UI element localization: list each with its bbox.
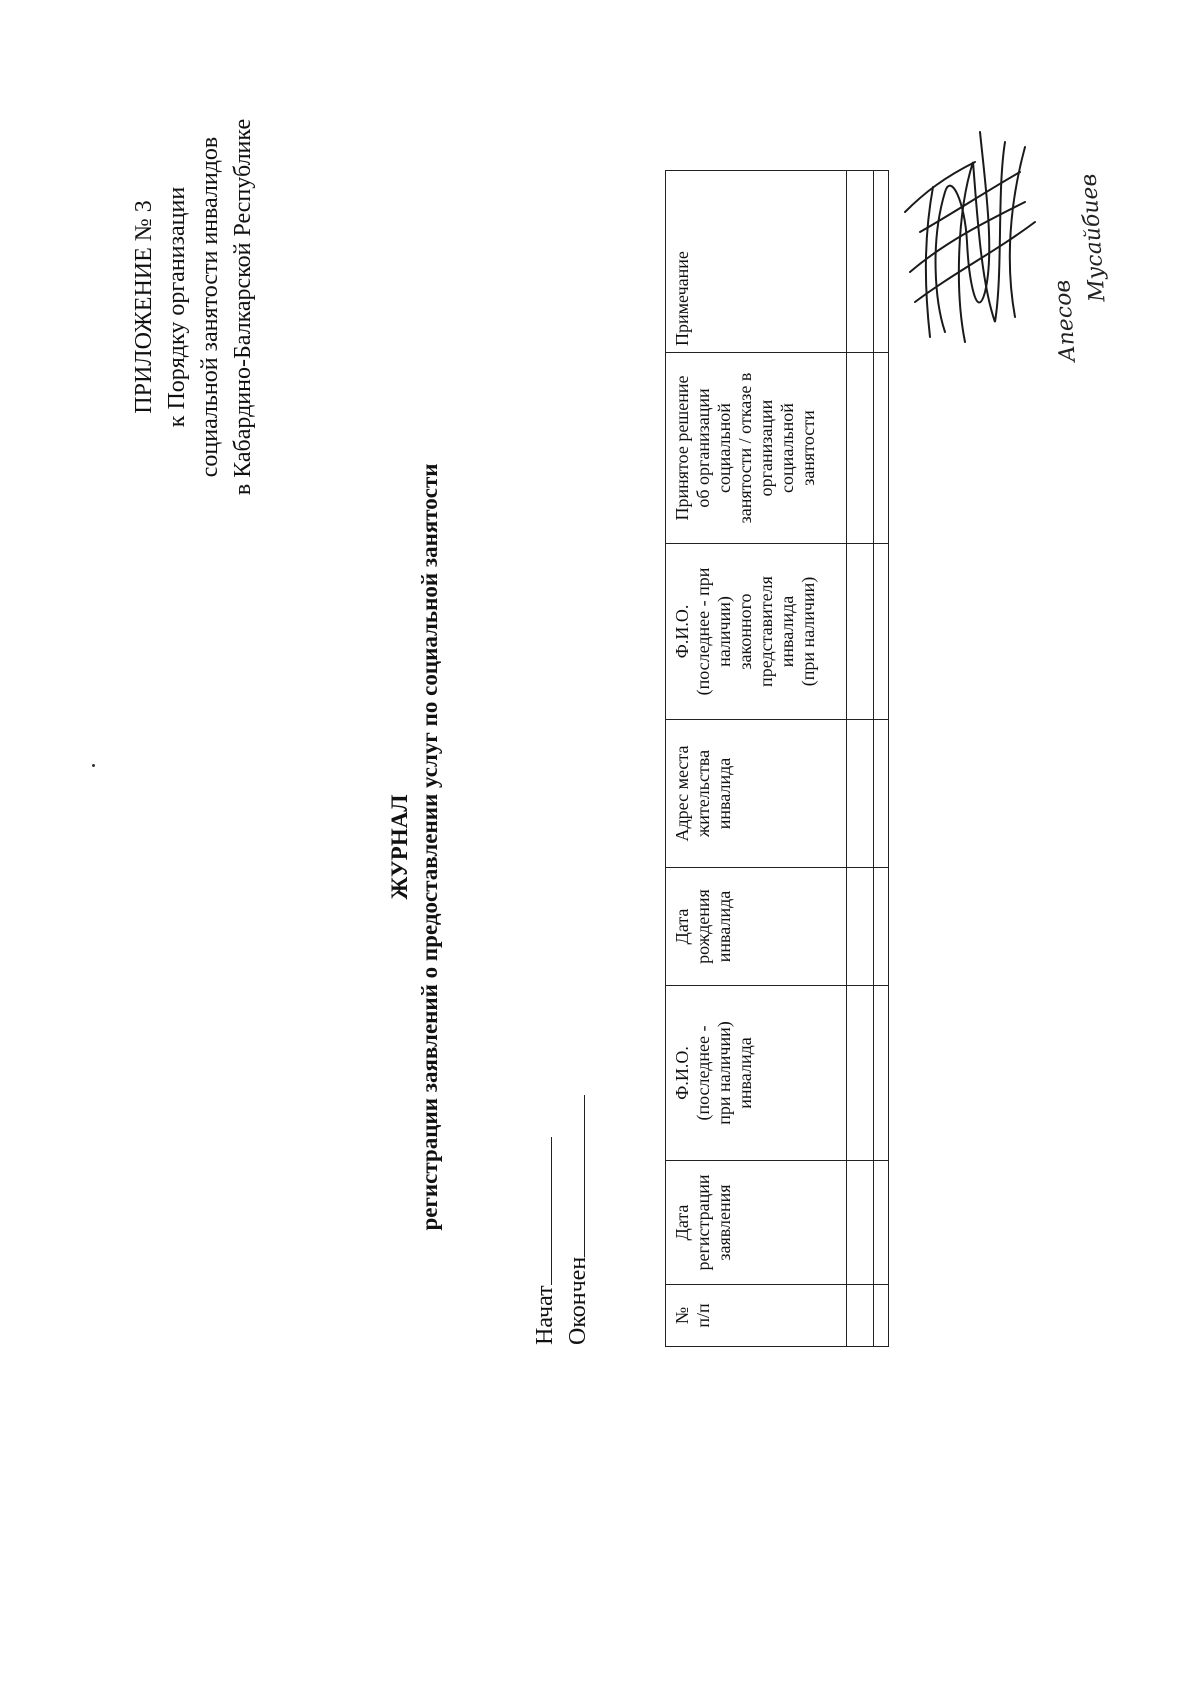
finished-label: Окончен — [565, 1256, 591, 1345]
column-header: Адрес места жительства инвалида — [666, 720, 847, 868]
table-cell — [874, 353, 889, 544]
table-cell — [874, 1161, 889, 1285]
table-cell — [847, 171, 874, 353]
signature-name-2: Мусайбиев — [1076, 172, 1111, 303]
table-cell — [847, 544, 874, 720]
table-header-row — [666, 171, 847, 1347]
appendix-reference-line: к Порядку организации — [164, 186, 190, 428]
column-header: Ф.И.О. (последнее - при наличии) инвалида — [666, 986, 847, 1161]
table-cell — [847, 1285, 874, 1347]
scan-speck — [92, 764, 95, 767]
column-header: Ф.И.О. (последнее - при наличии) законного представителя инвалида (при наличии) — [666, 544, 847, 720]
signature-name-1: Апесов — [1050, 278, 1081, 363]
table-cell — [874, 868, 889, 986]
table-cell — [874, 986, 889, 1161]
table-cell — [874, 1285, 889, 1347]
column-header: Принятое решение об организации социальной занятости / отказе в организации социальной занятости — [666, 353, 847, 544]
appendix-reference-line: в Кабардино-Балкарской Республике — [230, 118, 256, 496]
started-field — [527, 1137, 562, 1345]
table-cell — [847, 720, 874, 868]
appendix-number: ПРИЛОЖЕНИЕ № 3 — [131, 200, 157, 414]
started-blank-line — [527, 1137, 552, 1285]
table-cell — [874, 544, 889, 720]
table-cell — [847, 868, 874, 986]
finished-field — [560, 1095, 595, 1345]
finished-blank-line — [560, 1095, 585, 1257]
journal-table — [665, 170, 889, 1347]
column-header: № п/п — [666, 1285, 847, 1347]
column-header: Дата регистрации заявления — [666, 1161, 847, 1285]
column-header: Дата рождения инвалида — [666, 868, 847, 986]
started-label: Начат — [532, 1285, 558, 1345]
appendix-reference-line: социальной занятости инвалидов — [197, 136, 223, 478]
journal-subtitle: регистрации заявлений о предоставлении услуг по социальной занятости — [417, 463, 442, 1231]
table-cell — [847, 986, 874, 1161]
table-cell — [847, 1161, 874, 1285]
column-header: Примечание — [666, 171, 847, 353]
table-cell — [847, 353, 874, 544]
journal-title: ЖУРНАЛ — [387, 794, 412, 900]
table-cell — [874, 720, 889, 868]
handwritten-signature — [885, 92, 1115, 362]
table-row — [847, 171, 874, 1347]
appendix-header — [128, 67, 260, 547]
journal-heading — [385, 297, 445, 1397]
